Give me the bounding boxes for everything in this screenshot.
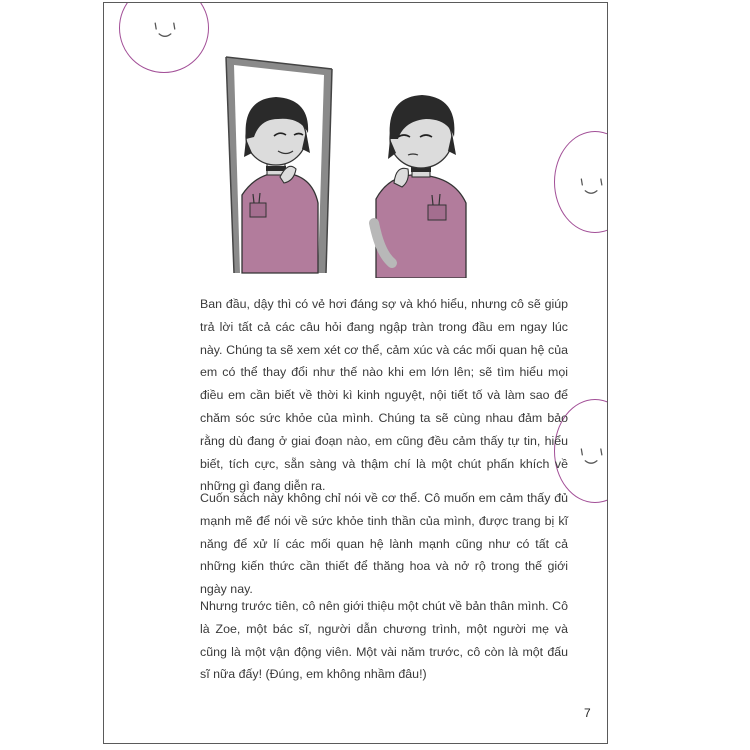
book-page — [103, 2, 608, 744]
paragraph-2 — [200, 487, 568, 601]
smiley-face-icon — [119, 2, 209, 73]
paragraph-3 — [200, 595, 568, 686]
paragraph-text: Ban đầu, dậy thì có vẻ hơi đáng sợ và khó hiểu, nhưng cô sẽ giúp trả lời tất cả các câu hỏi đang ngập tràn trong đầu em ngay lúc này. Chúng ta sẽ xem xét cơ thể, cảm xúc và các mối quan hệ của em có thể thay đổi như thế nào khi em lớn lên; sẽ tìm hiểu mọi điều em cần biết về thời kì kinh nguyệt, nội tiết tố và làm sao để chăm sóc sức khỏe của mình. Chúng ta sẽ cùng nhau đảm bảo rằng dù đang ở giai đoạn nào, em cũng đều cảm thấy tự tin, hiểu biết, tích cực, sẵn sàng và thậm chí là một chút phấn khích về những gì đang diễn ra. — [200, 297, 568, 494]
paragraph-1 — [200, 293, 568, 498]
reflection-girl — [242, 97, 318, 273]
mirror-illustration — [214, 53, 494, 278]
smiley-face-icon — [554, 131, 608, 233]
page-number: 7 — [584, 706, 591, 720]
real-girl — [374, 95, 466, 278]
paragraph-text: Nhưng trước tiên, cô nên giới thiệu một chút về bản thân mình. Cô là Zoe, một bác sĩ, người dẫn chương trình, một người mẹ và cũng là một vận động viên. Một vài năm trước, cô còn là một đấu sĩ nữa đấy! (Đúng, em không nhầm đâu!) — [200, 599, 568, 682]
paragraph-text: Cuốn sách này không chỉ nói về cơ thể. Cô muốn em cảm thấy đủ mạnh mẽ để nói về sức khỏe tinh thần của mình, được trang bị kĩ năng để xử lí các mối quan hệ lành mạnh cũng như có tất cả những kiến thức cần thiết để thăng hoa và nở rộ trong thế giới ngày nay. — [200, 491, 568, 597]
